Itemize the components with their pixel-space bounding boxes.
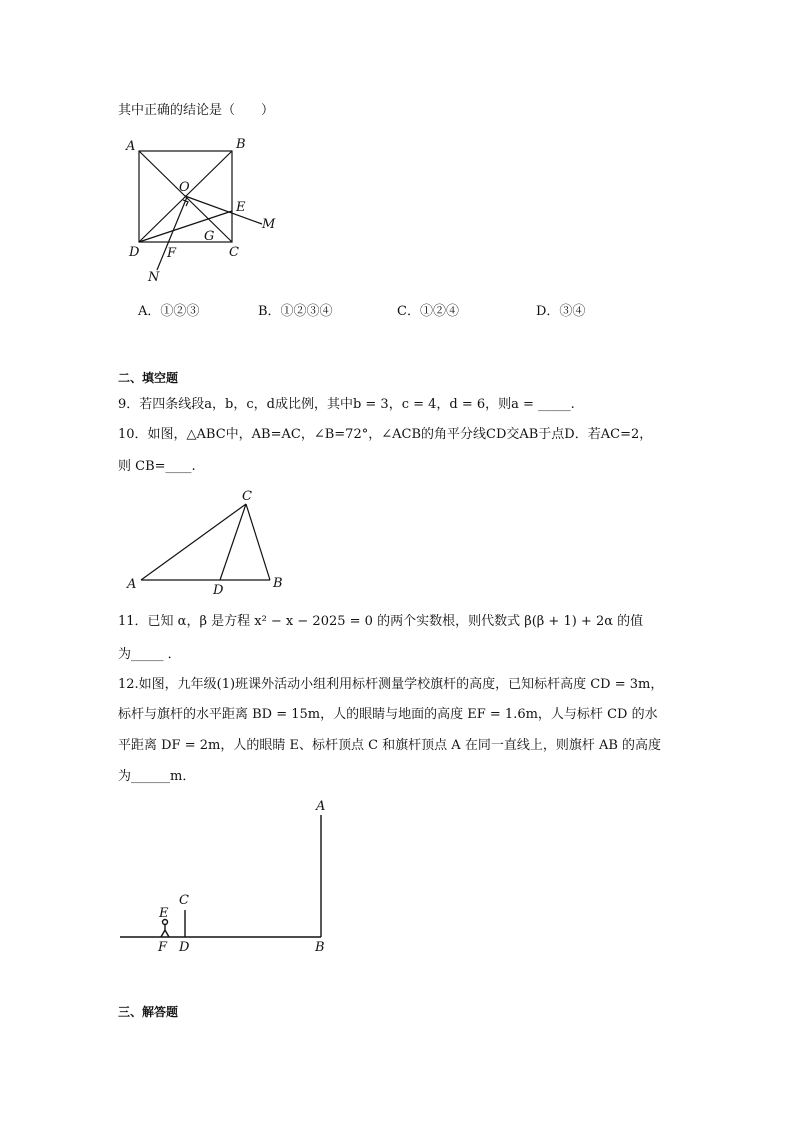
label-n: N: [148, 270, 160, 285]
option-a: A．①②③: [138, 304, 200, 319]
q12-line4: 为______m．: [118, 769, 196, 784]
option-d: D．③④: [536, 304, 586, 319]
section-3-title: 三、解答题: [118, 1005, 179, 1019]
label-c: C: [179, 893, 189, 908]
q8-stem-tail: 其中正确的结论是（ ）: [118, 103, 275, 118]
label-e: E: [236, 200, 246, 215]
label-b: B: [315, 940, 325, 955]
q11-line1: 11．已知 α，β 是方程 x² − x − 2025 = 0 的两个实数根，则代数式 β(β + 1) + 2α 的值: [118, 614, 644, 629]
q12-line3: 平距离 DF = 2m，人的眼睛 E、标杆顶点 C 和旗杆顶点 A 在同一直线上，则旗杆 AB 的高度: [118, 738, 662, 753]
label-a: A: [126, 139, 136, 154]
label-f: F: [158, 940, 168, 955]
label-d: D: [129, 245, 140, 260]
label-a: A: [316, 799, 326, 814]
label-a: A: [127, 577, 137, 592]
section-2-title: 二、填空题: [118, 371, 179, 385]
q12-line2: 标杆与旗杆的水平距离 BD = 15m，人的眼睛与地面的高度 EF = 1.6m，人与标杆 CD 的水: [118, 707, 658, 722]
label-o: O: [179, 180, 190, 195]
label-d: D: [213, 583, 224, 598]
label-g: G: [204, 229, 215, 244]
q11-line2: 为_____ ．: [118, 647, 181, 662]
person-leg-left: [161, 930, 165, 937]
label-c: C: [242, 489, 252, 504]
q10-line1: 10．如图，△ABC中，AB=AC，∠B=72°，∠ACB的角平分线CD交AB于点D．若AC=2，: [118, 427, 653, 442]
label-d: D: [179, 940, 190, 955]
q9-text: 9．若四条线段a，b，c，d成比例，其中b = 3，c = 4，d = 6，则a = _____.: [118, 397, 575, 412]
label-b: B: [273, 576, 283, 591]
label-c: C: [229, 245, 239, 260]
label-b: B: [236, 137, 246, 152]
label-e: E: [159, 906, 169, 921]
person-leg-right: [165, 930, 169, 937]
label-m: M: [262, 217, 276, 232]
option-b: B．①②③④: [258, 304, 333, 319]
q12-line1: 12.如图，九年级(1)班课外活动小组利用标杆测量学校旗杆的高度，已知标杆高度 CD = 3m，: [118, 677, 664, 692]
option-c: C．①②④: [397, 304, 459, 319]
label-f: F: [167, 246, 177, 261]
q10-line2: 则 CB=____.: [118, 459, 196, 474]
